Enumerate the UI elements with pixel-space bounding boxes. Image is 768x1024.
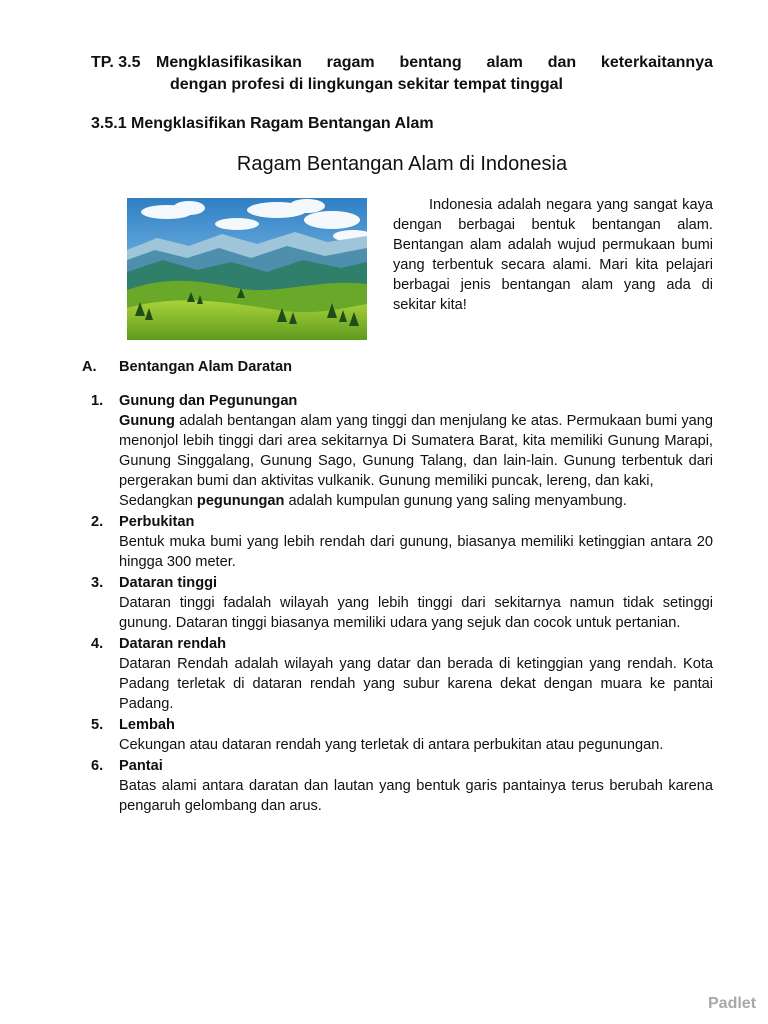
item-heading: Pantai: [119, 758, 163, 774]
item-heading: Perbukitan: [119, 514, 195, 530]
list-item: [91, 573, 713, 633]
item-description: Dataran tinggi fadalah wilayah yang lebih tinggi dari sekitarnya namun tidak setinggi gunung. Dataran tinggi biasanya memiliki udara yang sejuk dan cocok untuk pertanian.: [119, 595, 713, 631]
tp-text-line2: dengan profesi di lingkungan sekitar tempat tinggal: [170, 76, 563, 93]
item-description: Batas alami antara daratan dan lautan yang bentuk garis pantainya terus berubah karena pengaruh gelombang dan arus.: [119, 778, 713, 814]
tp-heading: [91, 52, 713, 96]
item-description: Gunung adalah bentangan alam yang tinggi dan menjulang ke atas. Permukaan bumi yang menonjol lebih tinggi dari area sekitarnya Di Sumatera Barat, kita memiliki Gunung Marapi, Gunung Singgalang, Gunung Sago, Gunung Talang, dan lain-lain. Gunung terbentuk dari pergerakan bumi dan aktivitas vulkanik. Gunung memiliki puncak, lereng, dan kaki,: [119, 413, 713, 489]
item-heading: Gunung dan Pegunungan: [119, 393, 298, 409]
item-description: Dataran Rendah adalah wilayah yang datar dan berada di ketinggian yang rendah. Kota Padang terletak di dataran rendah yang subur karena dekat dengan muara ke pantai Padang.: [119, 656, 713, 712]
list-item: [91, 634, 713, 714]
subsection-title: 3.5.1 Mengklasifikan Ragam Bentangan Alam: [91, 115, 434, 132]
item-number: 3.: [91, 575, 104, 591]
intro-paragraph: [393, 195, 713, 315]
item-number: 2.: [91, 514, 104, 530]
section-title: Bentangan Alam Daratan: [119, 359, 293, 375]
item-heading: Dataran tinggi: [119, 575, 218, 591]
term-pegunungan: pegunungan: [196, 493, 285, 509]
item-number: 5.: [91, 717, 104, 733]
item-description: Bentuk muka bumi yang lebih rendah dari gunung, biasanya memiliki ketinggian antara 20 hingga 300 meter.: [119, 534, 713, 570]
section-letter: A.: [82, 359, 97, 375]
item-number: 1.: [91, 393, 104, 409]
landscape-illustration: [127, 198, 367, 340]
tp-text-line1: Mengklasifikasikan ragam bentang alam dan keterkaitannya: [156, 54, 713, 71]
page-title: Ragam Bentangan Alam di Indonesia: [236, 153, 568, 175]
item-description: Cekungan atau dataran rendah yang terletak di antara perbukitan atau pegunungan.: [119, 737, 664, 753]
item-number: 4.: [91, 636, 104, 652]
list-item: [91, 715, 713, 755]
term-gunung: Gunung: [119, 413, 175, 429]
tp-number: TP. 3.5: [91, 54, 141, 71]
padlet-watermark: Padlet: [708, 995, 757, 1012]
item-heading: Lembah: [119, 717, 175, 733]
list-item: [91, 391, 713, 511]
item-heading: Dataran rendah: [119, 636, 227, 652]
section-heading: [82, 357, 292, 377]
list-item: [91, 512, 713, 572]
intro-text: Indonesia adalah negara yang sangat kaya dengan berbagai bentuk bentangan alam. Bentangan alam adalah wujud permukaan bumi yang terbentuk secara alami. Mari kita pelajari berbagai jenis bentangan alam yang ada di sekitar kita!: [393, 197, 713, 313]
list-item: [91, 756, 713, 816]
landform-list: [91, 391, 713, 816]
item-number: 6.: [91, 758, 104, 774]
item-description-2: Sedangkan pegunungan adalah kumpulan gunung yang saling menyambung.: [119, 493, 627, 509]
